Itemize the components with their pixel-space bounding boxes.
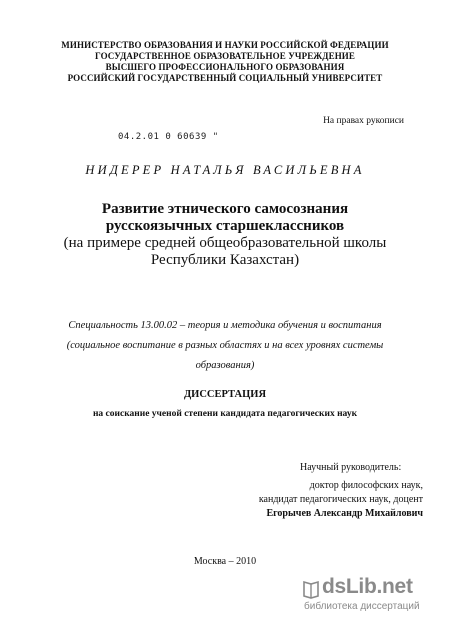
book-icon (302, 579, 320, 599)
watermark-logo-main: dsLib (322, 575, 377, 598)
advisor-block (238, 461, 423, 521)
author-name: НИДЕРЕР НАТАЛЬЯ ВАСИЛЬЕВНА (85, 163, 365, 177)
dslib-watermark (300, 575, 446, 617)
advisor-degree-2: кандидат педагогических наук, доцент (258, 494, 423, 505)
title-line-3: (на примере средней общеобразовательной школы (63, 235, 387, 251)
title-line-4: Республики Казахстан) (150, 252, 300, 268)
advisor-role: Научный руководитель: (300, 462, 402, 473)
watermark-subtitle: библиотека диссертаций (304, 601, 420, 612)
specialty-line-2: (социальное воспитание в разных областях и на всех уровнях системы (66, 340, 384, 351)
title-line-1: Развитие этнического самосознания (101, 201, 349, 217)
title-line-2: русскоязычных старшеклассников (105, 218, 345, 234)
manuscript-rights: На правах рукописи (323, 116, 404, 126)
ministry-line-2: ГОСУДАРСТВЕННОЕ ОБРАЗОВАТЕЛЬНОЕ УЧРЕЖДЕНИЕ (94, 51, 356, 61)
watermark-logo-tld: .net (376, 575, 413, 598)
specialty-block (0, 316, 450, 376)
watermark-logo (322, 575, 413, 599)
ministry-header (0, 40, 450, 84)
dissertation-degree: на соискание ученой степени кандидата педагогических наук (92, 409, 358, 419)
ministry-line-1: МИНИСТЕРСТВО ОБРАЗОВАНИЯ И НАУКИ РОССИЙСКОЙ ФЕДЕРАЦИИ (61, 40, 389, 50)
specialty-line-1: Специальность 13.00.02 – теория и методика обучения и воспитания (68, 320, 382, 331)
advisor-name: Егорычев Александр Михайлович (266, 508, 423, 519)
ministry-line-4: РОССИЙСКИЙ ГОСУДАРСТВЕННЫЙ СОЦИАЛЬНЫЙ УНИВЕРСИТЕТ (67, 73, 383, 83)
dissertation-title (0, 201, 450, 269)
dissertation-label: ДИССЕРТАЦИЯ (183, 389, 267, 400)
advisor-degree-1: доктор философских наук, (309, 480, 423, 491)
specialty-line-3: образования) (195, 360, 255, 371)
ministry-line-3: ВЫСШЕГО ПРОФЕССИОНАЛЬНОГО ОБРАЗОВАНИЯ (105, 62, 345, 72)
city-year: Москва – 2010 (193, 556, 257, 567)
registry-code: 04.2.01 0 60639 " (118, 132, 219, 142)
